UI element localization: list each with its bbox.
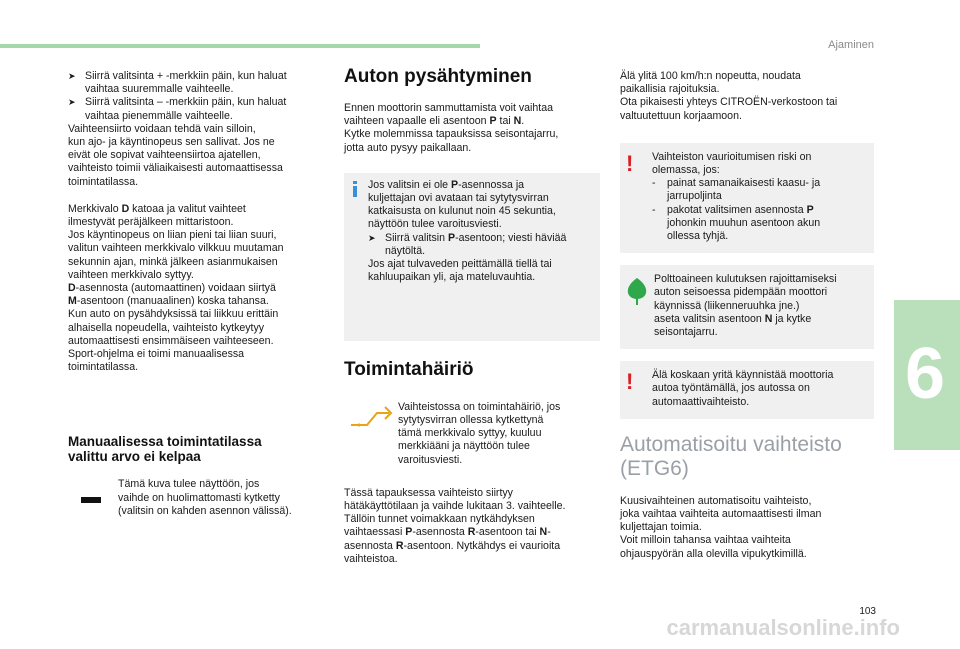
warning-box: ! Vaihteiston vaurioitumisen riski on olemassa, jos: - painat samanaikaisesti kaasu- ja jarrupoljinta - pakotat valitsimen asennosta P johonkin muuhun asentoon akun ollessa tyhjä. <box>620 143 874 253</box>
info-icon <box>349 181 361 197</box>
list-item: ➤ Siirrä valitsinta + -merkkiin päin, kun haluat vaihtaa suuremmalle vaihteelle. <box>68 70 287 96</box>
paragraph: D-asennosta (automaattinen) voidaan siirtyä M-asentoon (manuaalinen) koska tahansa. Kun auto on pysähdyksissä tai liikkuu erittäin alhaisella nopeudella, vaihteisto kytkeytyy automaattisesti ensimmäiseen vaihteeseen. Sport-ohjelma ei toimi manuaalisessa toimintatilassa. <box>68 282 279 374</box>
gearbox-fault-icon <box>349 405 393 427</box>
paragraph: Merkkivalo D katoaa ja valitut vaihteet ilmestyvät peräjälkeen mittaristoon. Jos käyntinopeus on liian pieni tai liian suuri, valitun vaihteen merkkivalo vilkkuu muutaman sekunnin ajan, minkä jälkeen asianmukaisen vaihteen merkkivalo syttyy. <box>68 202 284 281</box>
exclamation-warning-icon: ! <box>626 369 634 395</box>
exclamation-warning-icon: ! <box>626 150 634 176</box>
info-box: Jos valitsin ei ole P-asennossa ja kuljettajan ovi avataan tai sytytysvirran katkaisusta on kulunut noin 45 sekuntia, näyttöön tulee varoitusviesti. ➤ Siirrä valitsin P-asentoon; viesti häviää näytöltä. Jos ajat tulvaveden peittämällä tiellä tai kahluupaikan yli, aja mateluvauhtia. <box>344 173 600 341</box>
arrow-bullet-icon: ➤ <box>68 97 76 108</box>
list-item: - painat samanaikaisesti kaasu- ja jarrupoljinta <box>652 177 821 203</box>
paragraph: Älä ylitä 100 km/h:n nopeutta, noudata paikallisia rajoituksia. Ota pikaisesti yhteys CITROËN-verkostoon tai valtuutettuun korjaamoon. <box>620 70 838 122</box>
warning-box: ! Älä koskaan yritä käynnistää moottoria autoa työntämällä, jos autossa on automaattivaihteisto. <box>620 361 874 419</box>
paragraph: Kuusivaihteinen automatisoitu vaihteisto, joka vaihtaa vaihteita automaattisesti ilman kuljettajan toimia. Voit milloin tahansa vaihtaa vaihteita ohjauspyörän alla olevilla vipukytkimillä. <box>620 494 822 560</box>
list-item: ➤ Siirrä valitsinta – -merkkiin päin, kun haluat vaihtaa pienemmälle vaihteelle. <box>68 96 287 122</box>
list-item: - pakotat valitsimen asennosta P johonkin muuhun asentoon akun ollessa tyhjä. <box>652 203 821 243</box>
paragraph: Vaihteistossa on toimintahäiriö, jos sytytysvirran ollessa kytkettynä tämä merkkivalo syttyy, kuuluu merkkiääni ja näyttöön tulee varoitusviesti. <box>398 400 561 466</box>
indicator-row <box>344 401 600 467</box>
chapter-number: 6 <box>904 334 946 414</box>
section-title: Ajaminen <box>828 39 874 51</box>
column-left <box>68 70 320 518</box>
paragraph: Vaihteensiirto voidaan tehdä vain silloin, kun ajo- ja käyntinopeus sen sallivat. Jos ne eivät ole sopivat vaihteensiirtoa ajatellen, vaihteisto toimii väliaikaisesti automaattisessa toimintatilassa. <box>68 122 283 188</box>
arrow-bullet-icon: ➤ <box>368 232 376 243</box>
indicator-row <box>64 478 320 518</box>
column-right <box>620 70 874 561</box>
leaf-eco-icon <box>626 277 648 305</box>
arrow-bullet-icon: ➤ <box>68 71 76 81</box>
paragraph: Kytke molemmissa tapauksissa seisontajarru, jotta auto pysyy paikallaan. <box>344 128 559 154</box>
watermark: carmanualsonline.info <box>666 615 900 640</box>
section-heading: Automatisoitu vaihteisto (ETG6) <box>620 432 842 480</box>
section-heading: Manuaalisessa toimintatilassa valittu arvo ei kelpaa <box>68 434 262 465</box>
paragraph: Ennen moottorin sammuttamista voit vaihtaa vaihteen vapaalle eli asentoon P tai N. <box>344 102 554 128</box>
section-heading: Toimintahäiriö <box>344 358 474 380</box>
eco-tip-box: Polttoaineen kulutuksen rajoittamiseksi auton seisoessa pidempään moottori käynnissä (liikenneruuhka jne.) aseta valitsin asentoon N ja kytke seisontajarru. <box>620 265 874 349</box>
page-number: 103 <box>859 606 876 617</box>
section-heading: Auton pysähtyminen <box>344 66 532 87</box>
header-accent-bar <box>0 44 480 48</box>
paragraph: Tässä tapauksessa vaihteisto siirtyy hätäkäyttötilaan ja vaihde lukitaan 3. vaihteelle. Tällöin tunnet voimakkaan nytkähdyksen vaihtaessasi P-asennosta R-asentoon tai N- asennosta R-asentoon. Nytkähdys ei vaurioita vaihteistoa. <box>344 486 566 565</box>
list-item: ➤ Siirrä valitsin P-asentoon; viesti häviää näytöltä. <box>368 231 567 257</box>
dash-indicator-icon <box>81 497 101 505</box>
paragraph: Tämä kuva tulee näyttöön, jos vaihde on huolimattomasti kytketty (valitsin on kahden asennon välissä). <box>118 478 292 517</box>
column-middle <box>344 66 600 566</box>
